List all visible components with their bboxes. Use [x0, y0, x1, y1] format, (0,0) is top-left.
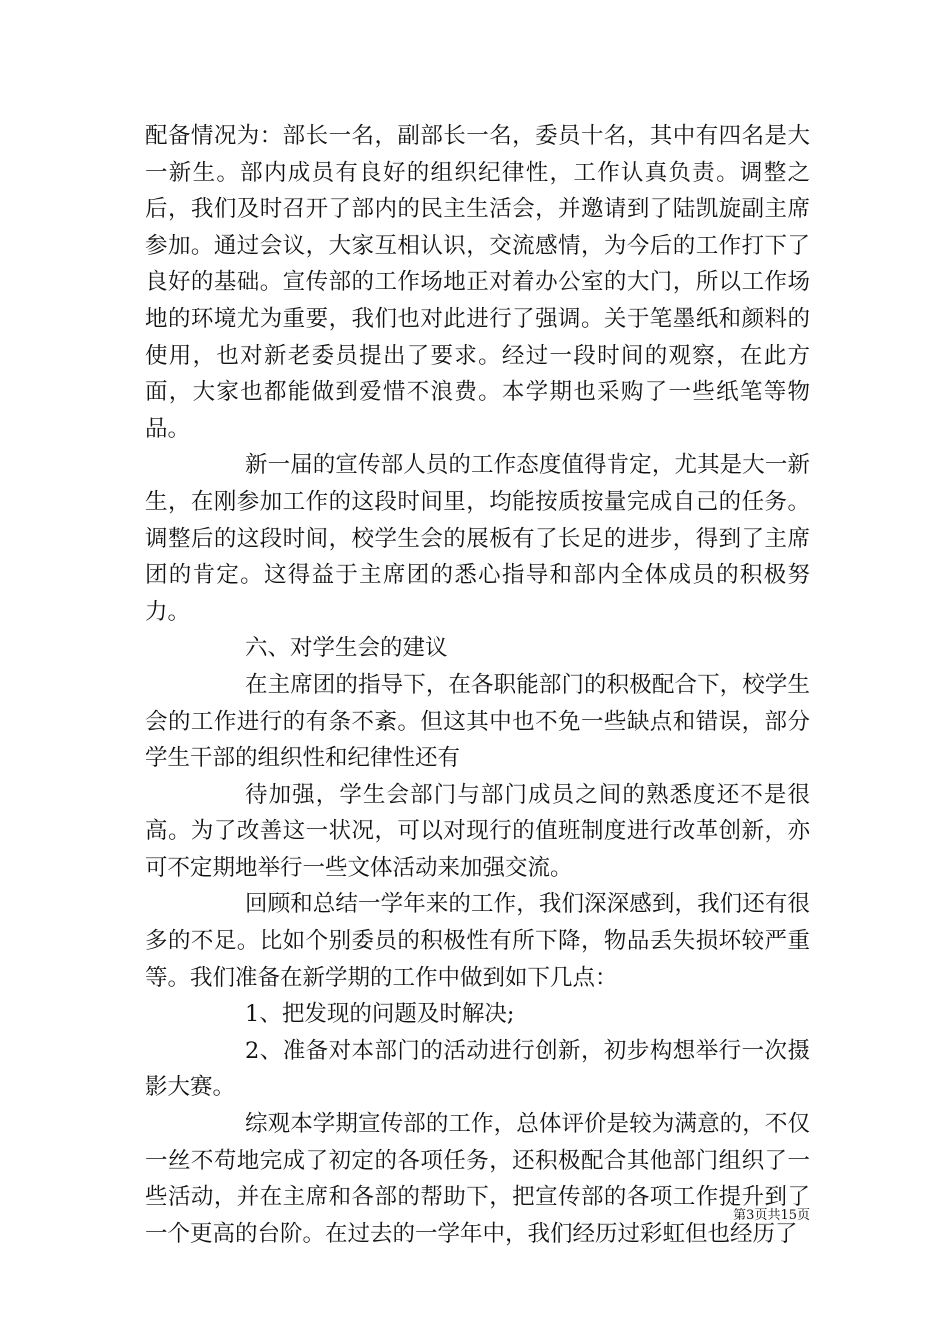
- section-heading: 六、对学生会的建议: [245, 635, 448, 662]
- paragraph: 回顾和总结一学年来的工作，我们深深感到，我们还有很多的不足。比如个别委员的积极性有所下降，物品丢失损坏较严重等。我们准备在新学期的工作中做到如下几点：: [145, 891, 810, 991]
- paragraph: 在主席团的指导下，在各职能部门的积极配合下，校学生会的工作进行的有条不紊。但这其中也不免一些缺点和错误，部分学生干部的组织性和纪律性还有: [145, 671, 810, 772]
- list-item: 1、把发现的问题及时解决;: [245, 1001, 515, 1028]
- list-item: 2、准备对本部门的活动进行创新，初步构想举行一次摄影大赛。: [145, 1037, 810, 1101]
- paragraph: 配备情况为：部长一名，副部长一名，委员十名，其中有四名是大一新生。部内成员有良好的组织纪律性，工作认真负责。调整之后，我们及时召开了部内的民主生活会，并邀请到了陆凯旋副主席参加。通过会议，大家互相认识，交流感情，为今后的工作打下了良好的基础。宣传部的工作场地正对着办公室的大门，所以工作场地的环境尤为重要，我们也对此进行了强调。关于笔墨纸和颜料的使用，也对新老委员提出了要求。经过一段时间的观察，在此方面，大家也都能做到爱惜不浪费。本学期也采购了一些纸笔等物品。: [145, 123, 810, 442]
- page-number: 第3页共15页: [733, 1208, 810, 1223]
- document-body: [145, 118, 810, 1252]
- paragraph: 待加强，学生会部门与部门成员之间的熟悉度还不是很高。为了改善这一状况，可以对现行的值班制度进行改革创新，亦可不定期地举行一些文体活动来加强交流。: [145, 781, 810, 881]
- paragraph: 新一届的宣传部人员的工作态度值得肯定，尤其是大一新生，在刚参加工作的这段时间里，均能按质按量完成自己的任务。调整后的这段时间，校学生会的展板有了长足的进步，得到了主席团的肯定。这得益于主席团的悉心指导和部内全体成员的积极努力。: [145, 452, 810, 625]
- paragraph: 综观本学期宣传部的工作，总体评价是较为满意的，不仅一丝不苟地完成了初定的各项任务，还积极配合其他部门组织了一些活动，并在主席和各部的帮助下，把宣传部的各项工作提升到了一个更高的台阶。在过去的一学年中，我们经历过彩虹但也经历了: [145, 1111, 810, 1247]
